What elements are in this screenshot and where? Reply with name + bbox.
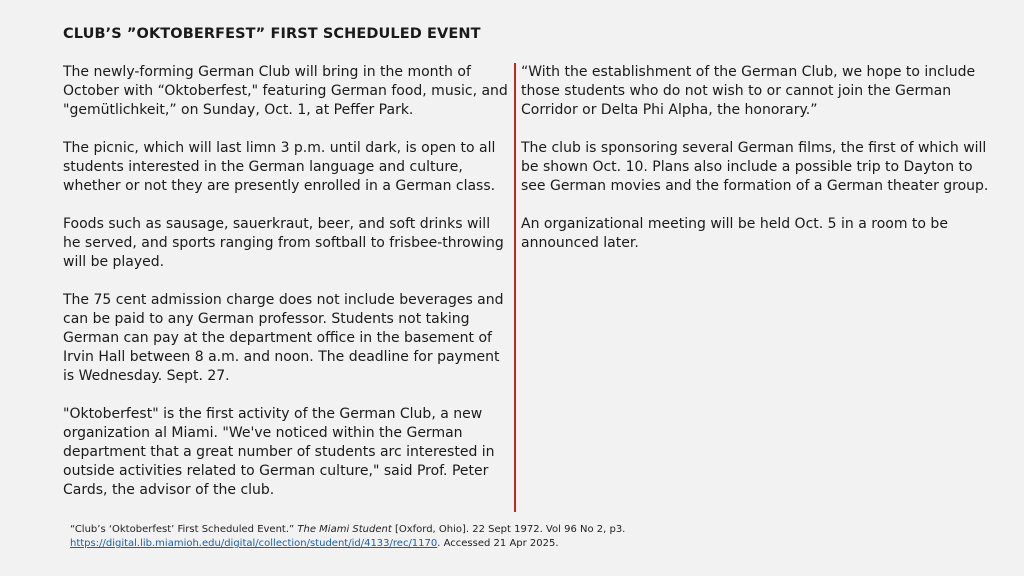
- column-divider: [514, 63, 516, 512]
- right-column: [521, 63, 996, 272]
- paragraph: “With the establishment of the German Club, we hope to include those students who do not wish to or cannot join the German Corridor or Delta Phi Alpha, the honorary.”: [521, 64, 976, 118]
- paragraph: Foods such as sausage, sauerkraut, beer, and soft drinks will he served, and sports ranging from softball to frisbee-throwing will be played.: [63, 216, 504, 270]
- citation: [70, 523, 950, 551]
- page-title: CLUB’S ”OKTOBERFEST” FIRST SCHEDULED EVENT: [63, 26, 481, 42]
- citation-publication: The Miami Student: [297, 524, 392, 535]
- paragraph: The 75 cent admission charge does not include beverages and can be paid to any German professor. Students not taking German can pay at the department office in the basement of Irvin Hall between 8 a.m. and noon. The deadline for payment is Wednesday. Sept. 27.: [63, 292, 504, 384]
- paragraph: "Oktoberfest" is the first activity of the German Club, a new organization al Miami. "We've noticed within the German department that a great number of students arc interested in outside activities related to German culture," said Prof. Peter Cards, the advisor of the club.: [63, 406, 495, 498]
- citation-text: “Club’s ‘Oktoberfest’ First Scheduled Event.”: [70, 524, 298, 535]
- paragraph: The picnic, which will last limn 3 p.m. until dark, is open to all students interested in the German language and culture, whether or not they are presently enrolled in a German class.: [63, 140, 496, 194]
- citation-link[interactable]: https://digital.lib.miamioh.edu/digital/collection/student/id/4133/rec/1170: [70, 538, 438, 549]
- paragraph: An organizational meeting will be held Oct. 5 in a room to be announced later.: [521, 216, 948, 251]
- paragraph: The newly-forming German Club will bring in the month of October with “Oktoberfest," featuring German food, music, and "gemütlichkeit,” on Sunday, Oct. 1, at Peffer Park.: [63, 64, 508, 118]
- citation-text: . Accessed 21 Apr 2025.: [437, 538, 559, 549]
- paragraph: The club is sponsoring several German films, the first of which will be shown Oct. 10. Plans also include a possible trip to Dayton to see German movies and the formation of a German theater group.: [521, 140, 989, 194]
- citation-text: [Oxford, Ohio]. 22 Sept 1972. Vol 96 No 2, p3.: [391, 524, 626, 535]
- left-column: [63, 63, 508, 519]
